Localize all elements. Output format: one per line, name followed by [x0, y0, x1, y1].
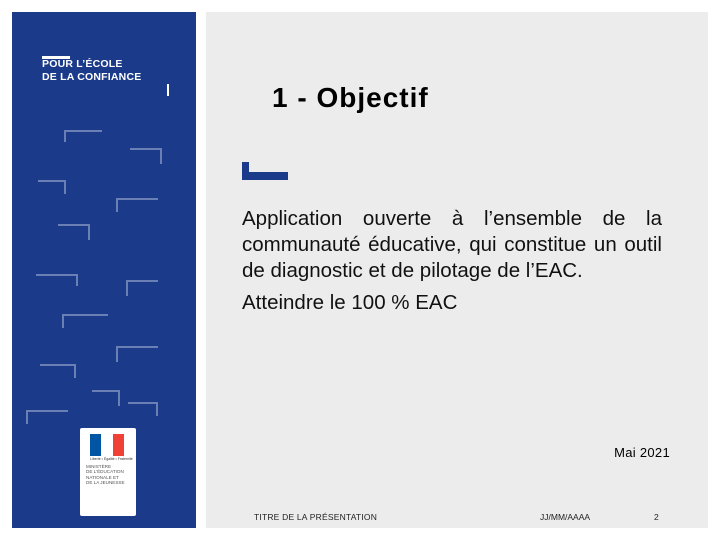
ministry-logo — [80, 428, 136, 516]
logo-line: DE LA JEUNESSE — [86, 480, 125, 486]
title-underline-mark — [242, 162, 288, 180]
brand-tick — [167, 84, 169, 96]
flag-white — [101, 434, 112, 456]
flag-red — [113, 434, 124, 456]
decor-bracket — [62, 314, 108, 328]
decor-bracket — [36, 274, 78, 286]
decor-bracket — [116, 346, 158, 362]
logo-line: NATIONALE ET — [86, 474, 119, 480]
logo-motto: Liberté • Égalité • Fraternité — [90, 457, 133, 461]
decor-bracket — [116, 198, 158, 212]
decor-bracket — [92, 390, 120, 406]
decor-bracket — [128, 402, 158, 416]
decor-bracket — [38, 180, 66, 194]
flag-blue — [90, 434, 101, 456]
decor-bracket — [58, 224, 90, 240]
footer-page-number: 2 — [654, 512, 659, 522]
decor-bracket — [26, 410, 68, 424]
slide-date: Mai 2021 — [614, 445, 670, 460]
objective-paragraph: Application ouverte à l’ensemble de la communauté éducative, qui constitue un outil de diagnostic et de pilotage de l’EAC. — [242, 207, 662, 282]
decor-bracket — [130, 148, 162, 164]
decor-bracket — [64, 130, 102, 142]
brand-line-1: POUR L’ÉCOLE — [42, 58, 123, 70]
brand-line-2: DE LA CONFIANCE — [42, 71, 142, 83]
logo-ministry-text — [86, 464, 132, 486]
slide-title: 1 - Objectif — [272, 82, 429, 113]
goal-paragraph: Atteindre le 100 % EAC — [242, 291, 458, 314]
brand-text — [42, 58, 141, 84]
footer-date: JJ/MM/AAAA — [540, 512, 591, 522]
decor-bracket — [40, 364, 76, 378]
sidebar — [12, 12, 196, 528]
logo-line: MINISTÈRE — [86, 464, 112, 469]
decor-bracket — [126, 280, 158, 296]
french-flag-icon — [90, 434, 124, 456]
slide-body — [242, 206, 662, 316]
logo-line: DE L'ÉDUCATION — [86, 469, 124, 475]
footer-presentation-title: TITRE DE LA PRÉSENTATION — [254, 512, 378, 522]
